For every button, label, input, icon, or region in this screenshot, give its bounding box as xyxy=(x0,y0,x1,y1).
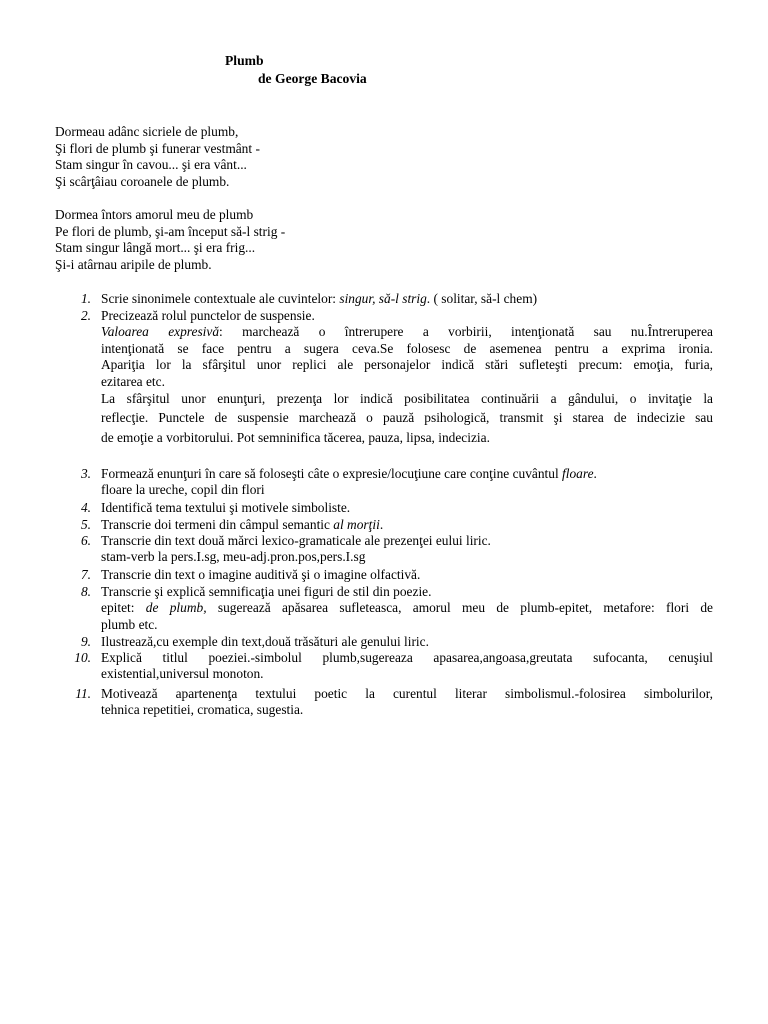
verse-line: Dormeau adânc sicriele de plumb, xyxy=(55,124,239,139)
question-number: 9. xyxy=(80,634,91,649)
answer-italic: de plumb, xyxy=(145,600,207,616)
verse-line: Dormea întors amorul meu de plumb xyxy=(55,207,254,222)
poem-title: Plumb xyxy=(225,53,264,68)
question-text: Transcrie doi termeni din câmpul semantic xyxy=(101,517,334,532)
verse-line: Şi-i atârnau aripile de plumb. xyxy=(55,256,212,272)
answer-line: ezitarea etc. xyxy=(101,373,165,389)
question-number: 3. xyxy=(80,466,91,481)
question-number: 11. xyxy=(75,686,91,701)
stanza-1 xyxy=(55,124,260,190)
question-number: 8. xyxy=(80,584,91,599)
question-number: 1. xyxy=(80,291,91,306)
answer-line: intenţionată se face pentru a sugera ceva.Se folosesc de asemenea pentru a exprima ironia. xyxy=(101,340,713,356)
document-page: Plumb de George Bacovia Dormeau adânc sicriele de plumb, Şi flori de plumb şi funerar vestmânt - Stam singur în cavou... şi era vânt... Şi scârţâiau coroanele de plumb. Dormea întors amorul meu de plumb Pe flori de plumb, şi-am început să-l strig - Stam singur lângă mort... şi era frig... Şi-i atârnau aripile de plumb. 1. Scrie sinonimele contextuale ale cuvintelor: singur, să-l strig. ( solitar, să-l chem) 2. Precizează rolul punctelor de suspensie. Valoarea expresivă: marchează o întrerupere a vorbirii, intenţionată sau nu.Întreruperea intenţionată se face pentru a sugera ceva.Se folosesc de asemenea pentru a exprima ironia. Apariţia lor la sfârşitul unor replici ale personajelor indică stări sufleteşti precum: emoţia, furia, ezitarea etc. La sfârşitul unor enunţuri, prezenţa lor indică posibilitatea continuării a gândului, o invitaţie la reflecţie. Punctele de suspensie marchează o pauză psihologică, transmit şi starea de indecizie sau de emoţie a vorbitorului. Pot semninifica tăcerea, pauza, lipsa, indecizia. 3. Formează enunţuri în care să foloseşti câte o expresie/locuţiune care conţine cuvântul floare. floare la ureche, copil din flori 4. Identifică tema textului şi motivele simboliste. 5. Transcrie doi termeni din câmpul semantic al morţii. 6. Transcrie din text două mărci lexico-gramaticale ale prezenţei eului liric. stam-verb la pers.I.sg, meu-adj.pron.pos,pers.I.sg 7. Transcrie din text o imagine auditivă şi o imagine olfactivă. 8. Transcrie şi explică semnificaţia unei figuri de stil din poezie. epitet: de plumb, sugerează apăsarea sufleteasca, amorul meu de plumb-epitet, metafore: flori de plumb etc. 9. Ilustrează,cu exemple din text,două trăsături ale genului liric. 10. Explică titlul poeziei.-simbolul plumb,sugereaza apasarea,angoasa,greutata sufocanta, cenuşiul existential,universul monoton. 11. Motivează apartenenţa textului poetic la curentul literar simbolismul.-folosirea simbolurilor, tehnica repetitiei, cromatica, sugestia. xyxy=(55,53,714,718)
question-text: Transcrie din text două mărci lexico-gramaticale ale prezenţei eului liric. xyxy=(101,533,491,548)
question-text: Precizează rolul punctelor de suspensie. xyxy=(101,308,315,323)
question-text: Explică titlul poeziei.-simbolul plumb,sugereaza apasarea,angoasa,greutata sufocanta, cenuşiul xyxy=(101,650,713,665)
question-number: 6. xyxy=(80,533,91,548)
verse-line: Şi scârţâiau coroanele de plumb. xyxy=(55,173,230,189)
question-text: tehnica repetitiei, cromatica, sugestia. xyxy=(101,702,304,718)
question-text: Transcrie din text o imagine auditivă şi o imagine olfactivă. xyxy=(101,567,421,582)
answer-line: de emoţie a vorbitorului. Pot semninifica tăcerea, pauza, lipsa, indecizia. xyxy=(101,429,490,445)
question-text: Identifică tema textului şi motivele simboliste. xyxy=(101,500,351,515)
question-number: 10. xyxy=(74,650,91,665)
question-italic: al morţii xyxy=(333,517,380,532)
verse-line: Stam singur lângă mort... şi era frig... xyxy=(55,240,256,256)
verse-line: Stam singur în cavou... şi era vânt... xyxy=(55,157,247,173)
answer-line: Valoarea expresivă: marchează o întrerupere a vorbirii, intenţionată sau nu.Întreruperea xyxy=(101,324,713,340)
answer-line: La sfârşitul unor enunţuri, prezenţa lor indică posibilitatea continuării a gândului, o invitaţie la xyxy=(101,391,713,407)
answer-line: floare la ureche, copil din flori xyxy=(101,482,265,498)
answer-label: Valoarea expresivă xyxy=(101,324,220,340)
answer-line: epitet: de plumb, sugerează apăsarea sufleteasca, amorul meu de plumb-epitet, metafore: flori de xyxy=(101,600,714,616)
answer-line: plumb etc. xyxy=(101,616,158,632)
answer-line: reflecţie. Punctele de suspensie marchează o pauză psihologică, transmit şi starea de indecizie sau xyxy=(101,410,713,426)
question-italic: singur, să-l strig xyxy=(339,291,427,306)
answer-line: stam-verb la pers.I.sg, meu-adj.pron.pos,pers.I.sg xyxy=(101,549,366,565)
question-number: 2. xyxy=(80,308,91,323)
question-italic: floare xyxy=(562,466,594,481)
stanza-2 xyxy=(55,207,285,273)
verse-line: Şi flori de plumb şi funerar vestmânt - xyxy=(55,140,260,156)
question-text: Scrie sinonimele contextuale ale cuvintelor: xyxy=(101,291,340,306)
verse-line: Pe flori de plumb, şi-am început să-l strig - xyxy=(55,223,286,239)
question-number: 4. xyxy=(80,500,91,515)
poem-author: de George Bacovia xyxy=(258,71,367,86)
question-text: Ilustrează,cu exemple din text,două trăsături ale genului liric. xyxy=(101,634,429,649)
question-number: 7. xyxy=(80,567,91,582)
question-text: Formează enunţuri în care să foloseşti câte o expresie/locuţiune care conţine cuvântul xyxy=(101,466,563,481)
question-answer: . ( solitar, să-l chem) xyxy=(426,291,538,306)
question-text: existential,universul monoton. xyxy=(101,666,264,682)
question-text: Motivează apartenenţa textului poetic la curentul literar simbolismul.-folosirea simbolurilor, xyxy=(101,686,713,701)
question-number: 5. xyxy=(80,517,91,532)
answer-line: Apariţia lor la sfârşitul unor replici ale personajelor indică stări sufleteşti precum: emoţia, furia, xyxy=(101,357,713,373)
question-text: Transcrie şi explică semnificaţia unei figuri de stil din poezie. xyxy=(101,584,432,599)
